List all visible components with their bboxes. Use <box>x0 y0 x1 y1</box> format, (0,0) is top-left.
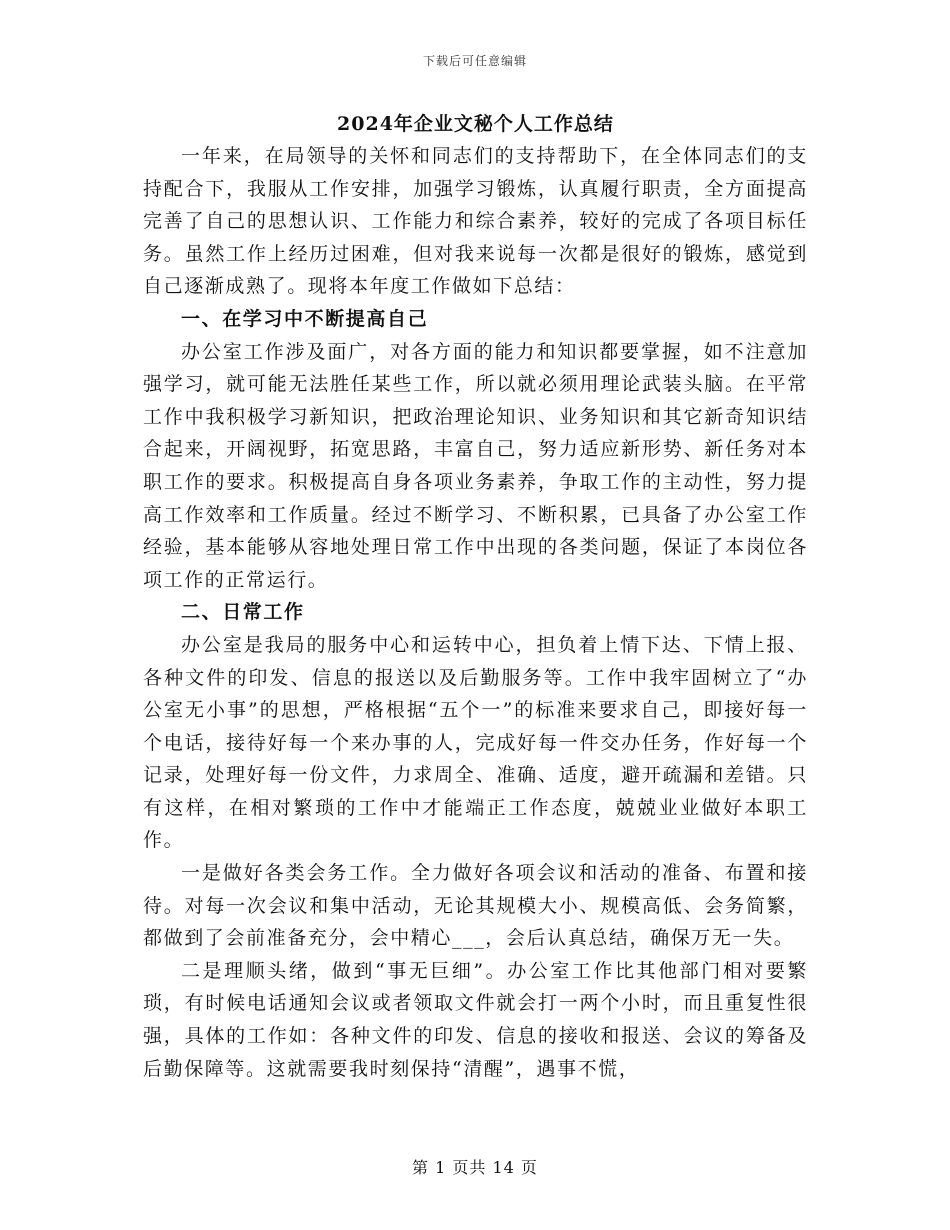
section-1-heading: 一、在学习中不断提高自己 <box>181 307 429 330</box>
page-footer-number: 第 1 页共 14 页 <box>412 1158 538 1177</box>
document-body <box>143 108 808 1085</box>
point-1-paragraph: 一是做好各类会务工作。全力做好各项会议和活动的准备、布置和接待。对每一次会议和集中活动，无论其规模大小、规模高低、会务简繁，都做到了会前准备充分，会中精心___，会后认真总结，确保万无一失。 <box>143 862 808 950</box>
intro-paragraph: 一年来，在局领导的关怀和同志们的支持帮助下，在全体同志们的支持配合下，我服从工作安排，加强学习锻炼，认真履行职责，全方面提高完善了自己的思想认识、工作能力和综合素养，较好的完成了各项目标任务。虽然工作上经历过困难，但对我来说每一次都是很好的锻炼，感觉到自己逐渐成熟了。现将本年度工作做如下总结： <box>143 145 808 298</box>
section-2-heading: 二、日常工作 <box>181 601 305 624</box>
section-2-paragraph: 办公室是我局的服务中心和运转中心，担负着上情下达、下情上报、各种文件的印发、信息的报送以及后勤服务等。工作中我牢固树立了“办公室无小事”的思想，严格根据“五个一”的标准来要求自己，即接好每一个电话，接待好每一个来办事的人，完成好每一件交办任务，作好每一个记录，处理好每一份文件，力求周全、准确、适度，避开疏漏和差错。只有这样，在相对繁琐的工作中才能端正工作态度，兢兢业业做好本职工作。 <box>143 633 808 852</box>
point-2-paragraph: 二是理顺头绪，做到“事无巨细”。办公室工作比其他部门相对要繁琐，有时候电话通知会议或者领取文件就会打一两个小时，而且重复性很强，具体的工作如：各种文件的印发、信息的接收和报送、会议的筹备及后勤保障等。这就需要我时刻保持“清醒”，遇事不慌， <box>143 959 808 1080</box>
page-header-note: 下载后可任意编辑 <box>422 54 527 68</box>
document-title: 2024年企业文秘个人工作总结 <box>337 113 614 135</box>
section-1-paragraph: 办公室工作涉及面广，对各方面的能力和知识都要掌握，如不注意加强学习，就可能无法胜任某些工作，所以就必须用理论武装头脑。在平常工作中我积极学习新知识，把政治理论知识、业务知识和其它新奇知识结合起来，开阔视野，拓宽思路，丰富自己，努力适应新形势、新任务对本职工作的要求。积极提高自身各项业务素养，争取工作的主动性，努力提高工作效率和工作质量。经过不断学习、不断积累，已具备了办公室工作经验，基本能够从容地处理日常工作中出现的各类问题，保证了本岗位各项工作的正常运行。 <box>143 340 808 591</box>
